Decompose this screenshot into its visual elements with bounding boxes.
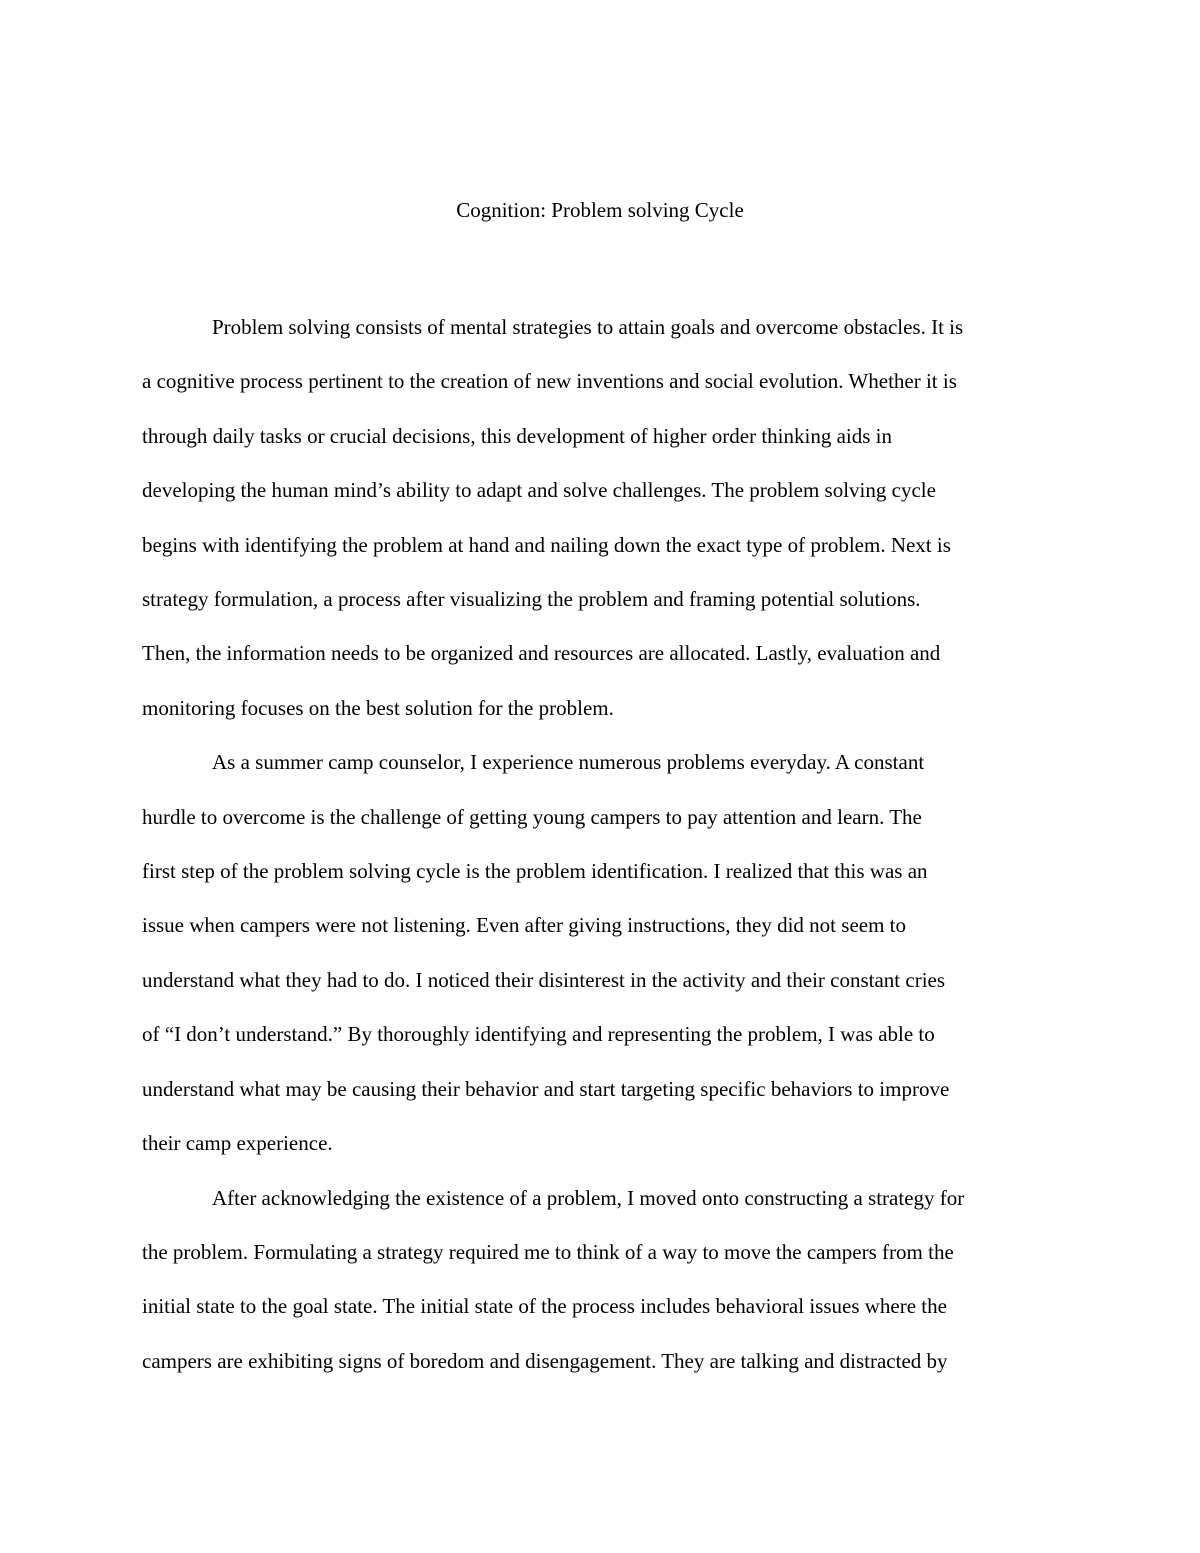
text-line: through daily tasks or crucial decisions, this development of higher order thinking aids in [142, 423, 893, 448]
paragraph-2 [142, 735, 1058, 1170]
text-line: initial state to the goal state. The initial state of the process includes behavioral issues where the [142, 1294, 947, 1319]
paragraph-1 [142, 300, 1058, 735]
text-line: After acknowledging the existence of a problem, I moved onto constructing a strategy for [212, 1185, 965, 1210]
text-line: issue when campers were not listening. Even after giving instructions, they did not seem to [142, 913, 906, 938]
text-line: their camp experience. [142, 1131, 333, 1156]
text-line: As a summer camp counselor, I experience numerous problems everyday. A constant [212, 750, 925, 775]
paragraph-3 [142, 1171, 1058, 1389]
text-line: first step of the problem solving cycle is the problem identification. I realized that this was an [142, 859, 928, 884]
text-line: of “I don’t understand.” By thoroughly identifying and representing the problem, I was able to [142, 1022, 935, 1047]
text-line: a cognitive process pertinent to the creation of new inventions and social evolution. Whether it is [142, 369, 957, 394]
text-line: developing the human mind’s ability to adapt and solve challenges. The problem solving cycle [142, 478, 936, 503]
text-line: Problem solving consists of mental strategies to attain goals and overcome obstacles. It is [212, 315, 964, 339]
text-line: campers are exhibiting signs of boredom and disengagement. They are talking and distracted by [142, 1348, 948, 1373]
text-line: understand what may be causing their behavior and start targeting specific behaviors to improve [142, 1076, 950, 1101]
document-title: Cognition: Problem solving Cycle [456, 198, 744, 222]
text-line: Then, the information needs to be organized and resources are allocated. Lastly, evaluation and [142, 641, 941, 666]
text-line: understand what they had to do. I noticed their disinterest in the activity and their constant cries [142, 967, 946, 992]
document-body [142, 300, 1058, 1388]
text-line: begins with identifying the problem at hand and nailing down the exact type of problem. Next is [142, 532, 951, 557]
text-line: the problem. Formulating a strategy required me to think of a way to move the campers from the [142, 1239, 954, 1264]
text-line: strategy formulation, a process after visualizing the problem and framing potential solutions. [142, 587, 921, 612]
text-line: hurdle to overcome is the challenge of getting young campers to pay attention and learn. The [142, 804, 922, 829]
text-line: monitoring focuses on the best solution for the problem. [142, 695, 614, 720]
